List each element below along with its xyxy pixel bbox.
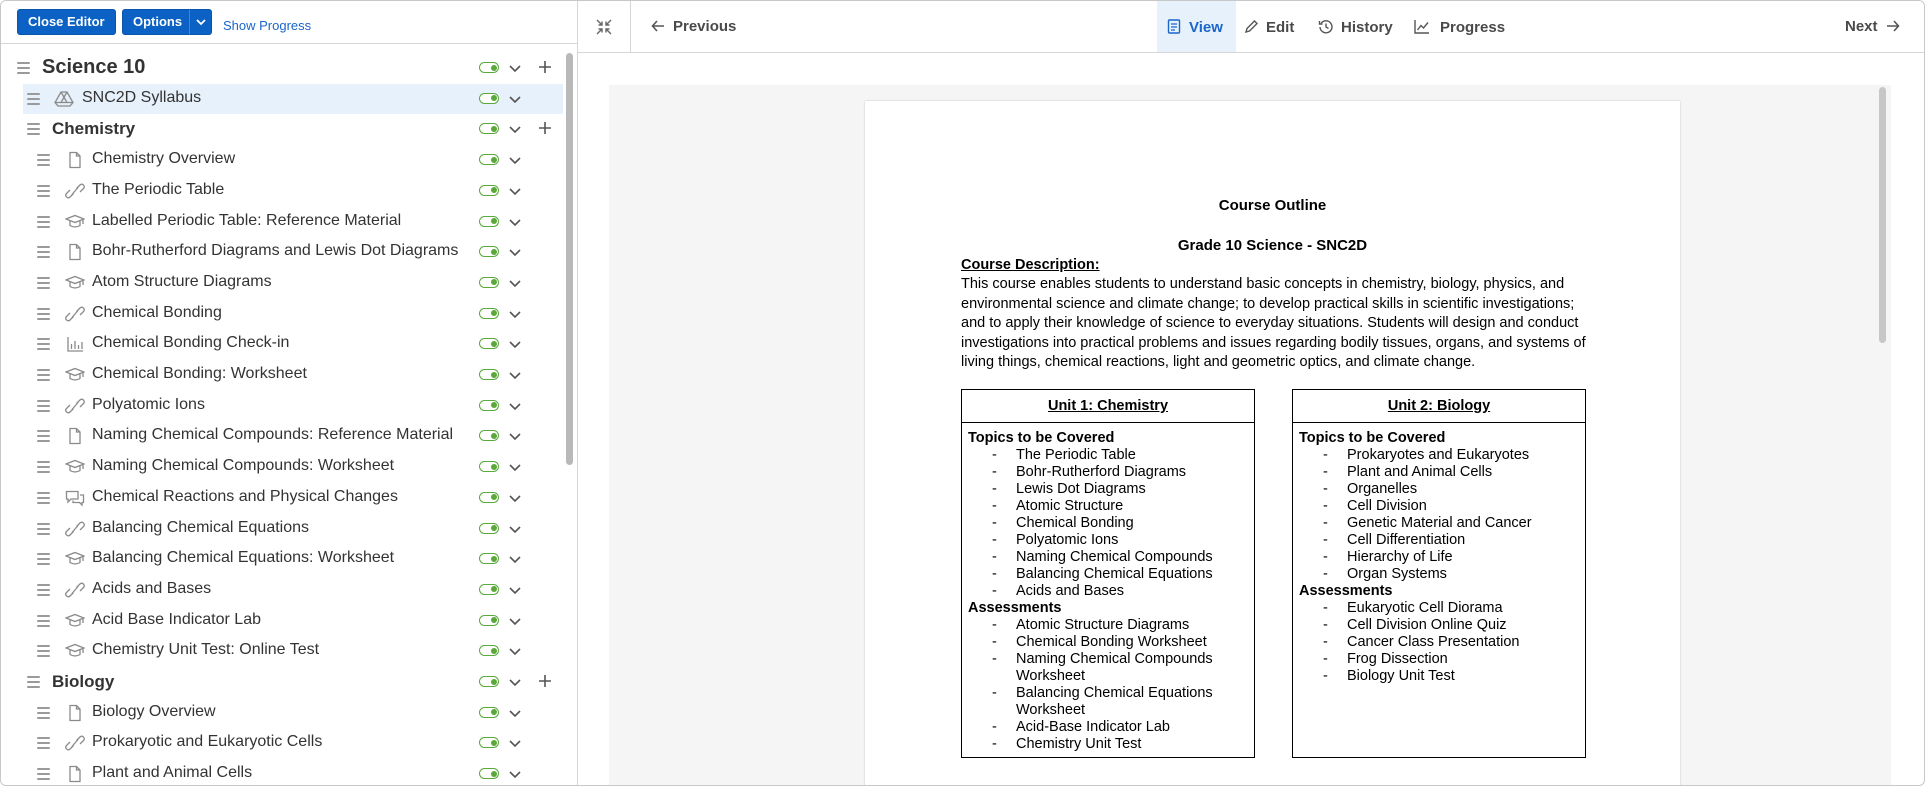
- list-item-text: Acid-Base Indicator Lab: [1016, 719, 1170, 735]
- list-item-text: Atomic Structure: [1016, 498, 1124, 514]
- tree-item-row[interactable]: [1, 575, 564, 605]
- visibility-toggle[interactable]: [479, 768, 499, 779]
- chevron-down-icon[interactable]: [508, 706, 522, 720]
- survey-icon: [65, 335, 85, 353]
- item-title: Balancing Chemical Equations: Worksheet: [92, 549, 395, 567]
- tree-item-row[interactable]: [1, 452, 564, 482]
- bullet-dash: -: [1323, 447, 1328, 463]
- document-viewer[interactable]: [609, 85, 1891, 786]
- chevron-down-icon[interactable]: [508, 614, 522, 628]
- page-icon: [65, 704, 85, 722]
- tree-item-row[interactable]: [1, 237, 564, 267]
- tab-edit-label: Edit: [1266, 19, 1295, 36]
- bullet-dash: -: [1323, 600, 1328, 616]
- tab-view-label: View: [1189, 19, 1223, 36]
- add-icon[interactable]: [538, 674, 552, 688]
- bullet-dash: -: [1323, 651, 1328, 667]
- list-item: [1299, 532, 1585, 549]
- visibility-toggle[interactable]: [479, 737, 499, 748]
- previous-label: Previous: [673, 18, 737, 35]
- description-text: This course enables students to understand basic concepts in chemistry, biology, physics, and environmental science and climate change; to develop practical skills in scientific investigations; and to apply their knowledge of science to everyday situations. Students will design and conduct investigations into practical problems and issues regarding bodily tissues, organs, and systems of living things, chemical reactions, light and geometric optics, and climate change.: [961, 276, 1586, 370]
- tree-item-row[interactable]: [1, 698, 564, 728]
- description-heading: Course Description:: [961, 257, 1100, 273]
- drag-handle-icon[interactable]: [37, 461, 50, 473]
- list-item: [968, 651, 1254, 685]
- drag-handle-icon[interactable]: [37, 707, 50, 719]
- document-subtitle: Grade 10 Science - SNC2D: [1177, 237, 1368, 254]
- bullet-dash: -: [992, 651, 997, 667]
- visibility-toggle[interactable]: [479, 62, 499, 73]
- tree-item-row[interactable]: [1, 329, 564, 359]
- discussion-icon: [65, 489, 85, 507]
- item-title: Polyatomic Ions: [92, 395, 205, 413]
- list-item-text: Cell Division: [1347, 498, 1427, 514]
- list-item-text: Chemistry Unit Test: [1016, 736, 1142, 752]
- assignment-icon: [65, 213, 85, 231]
- list-item: [1299, 549, 1585, 566]
- list-item-text: Hierarchy of Life: [1347, 549, 1453, 565]
- list-item-text: Prokaryotes and Eukaryotes: [1347, 447, 1530, 463]
- link-icon: [65, 305, 85, 323]
- bullet-dash: -: [1323, 532, 1328, 548]
- list-item: [968, 617, 1254, 634]
- tree-item-row[interactable]: [1, 145, 564, 175]
- expand-button[interactable]: [578, 1, 631, 53]
- list-item: [968, 549, 1254, 566]
- list-item: [968, 566, 1254, 583]
- item-title: Acids and Bases: [92, 579, 212, 597]
- list-item-text: Polyatomic Ions: [1016, 532, 1119, 548]
- unit-box: [1292, 389, 1586, 758]
- visibility-toggle[interactable]: [479, 645, 499, 656]
- bullet-dash: -: [992, 566, 997, 582]
- list-item: [968, 447, 1254, 464]
- list-item: [968, 515, 1254, 532]
- list-item: [1299, 498, 1585, 515]
- visibility-toggle[interactable]: [479, 676, 499, 687]
- list-item: [1299, 566, 1585, 583]
- list-item: [968, 583, 1254, 600]
- tree-item-row[interactable]: [1, 759, 564, 786]
- assignment-icon: [65, 366, 85, 384]
- link-icon: [65, 581, 85, 599]
- list-item-text: Cancer Class Presentation: [1347, 634, 1520, 650]
- link-icon: [65, 182, 85, 200]
- list-item-text: Biology Unit Test: [1347, 668, 1455, 684]
- unit-body: [962, 423, 1254, 753]
- list-item-text: Balancing Chemical Equations: [1016, 566, 1213, 582]
- visibility-toggle[interactable]: [479, 369, 499, 380]
- drag-handle-icon[interactable]: [37, 277, 50, 289]
- bullet-dash: -: [992, 549, 997, 565]
- visibility-toggle[interactable]: [479, 277, 499, 288]
- chevron-down-icon[interactable]: [508, 644, 522, 658]
- item-title: Naming Chemical Compounds: Worksheet: [92, 457, 395, 475]
- chevron-down-icon[interactable]: [508, 92, 522, 106]
- unit-title: Biology: [52, 672, 115, 691]
- chevron-down-icon[interactable]: [508, 153, 522, 167]
- item-title: Balancing Chemical Equations: [92, 518, 310, 536]
- drag-handle-icon[interactable]: [37, 584, 50, 596]
- item-title: Labelled Periodic Table: Reference Material: [92, 211, 402, 229]
- tree-course-row[interactable]: [1, 53, 564, 83]
- list-item-text: The Periodic Table: [1016, 447, 1136, 463]
- visibility-toggle[interactable]: [479, 523, 499, 534]
- list-item: [968, 498, 1254, 515]
- chevron-down-icon[interactable]: [508, 491, 522, 505]
- list-item-text: Chemical Bonding: [1016, 515, 1134, 531]
- tree-unit-row[interactable]: [1, 667, 564, 697]
- bullet-dash: -: [992, 447, 997, 463]
- content-tree: [1, 53, 564, 786]
- visibility-toggle[interactable]: [479, 93, 499, 104]
- visibility-toggle[interactable]: [479, 461, 499, 472]
- bullet-dash: -: [992, 719, 997, 735]
- show-progress-link[interactable]: Show Progress: [223, 18, 312, 33]
- chevron-down-icon[interactable]: [508, 307, 522, 321]
- tab-history[interactable]: [1308, 1, 1406, 52]
- bullet-dash: -: [1323, 515, 1328, 531]
- list-item-text: Naming Chemical Compounds Worksheet: [1016, 651, 1213, 684]
- visibility-toggle[interactable]: [479, 400, 499, 411]
- unit-body: [1293, 423, 1585, 685]
- visibility-toggle[interactable]: [479, 430, 499, 441]
- tab-edit[interactable]: [1236, 1, 1308, 52]
- drag-handle-icon[interactable]: [37, 246, 50, 258]
- list-item-text: Atomic Structure Diagrams: [1016, 617, 1190, 633]
- chevron-down-icon: [196, 17, 206, 27]
- list-item: [968, 736, 1254, 753]
- chevron-down-icon[interactable]: [508, 368, 522, 382]
- tree-item-row[interactable]: [1, 268, 564, 298]
- pencil-icon: [1244, 19, 1259, 34]
- chevron-down-icon[interactable]: [508, 522, 522, 536]
- item-title: Biology Overview: [92, 702, 216, 720]
- editor-toolbar: [1, 1, 578, 44]
- tree-item-row[interactable]: [1, 360, 564, 390]
- visibility-toggle[interactable]: [479, 154, 499, 165]
- item-title: Atom Structure Diagrams: [92, 272, 272, 290]
- link-icon: [65, 397, 85, 415]
- drag-handle-icon[interactable]: [37, 400, 50, 412]
- chevron-down-icon[interactable]: [508, 767, 522, 781]
- viewer-navbar: [578, 1, 1925, 53]
- visibility-toggle[interactable]: [479, 308, 499, 319]
- section-heading: Assessments: [1299, 583, 1393, 599]
- list-item: [1299, 600, 1585, 617]
- drag-handle-icon[interactable]: [37, 553, 50, 565]
- bullet-dash: -: [1323, 566, 1328, 582]
- link-icon: [65, 734, 85, 752]
- course-title: Science 10: [42, 56, 146, 78]
- unit-heading: Unit 1: Chemistry: [962, 390, 1254, 423]
- unit-box: [961, 389, 1255, 758]
- bullet-dash: -: [992, 583, 997, 599]
- bullet-dash: -: [992, 498, 997, 514]
- list-item-text: Frog Dissection: [1347, 651, 1448, 667]
- section-heading: Topics to be Covered: [968, 430, 1115, 446]
- drag-handle-icon[interactable]: [27, 676, 40, 688]
- tree-item-row[interactable]: [1, 606, 564, 636]
- visibility-toggle[interactable]: [479, 707, 499, 718]
- list-item: [968, 634, 1254, 651]
- visibility-toggle[interactable]: [479, 246, 499, 257]
- tree-item-row[interactable]: [1, 514, 564, 544]
- item-title: Chemistry Overview: [92, 150, 236, 168]
- list-item: [1299, 668, 1585, 685]
- drag-handle-icon[interactable]: [37, 185, 50, 197]
- unit-title: Chemistry: [52, 119, 136, 139]
- item-title: Acid Base Indicator Lab: [92, 610, 261, 628]
- chevron-down-icon[interactable]: [508, 215, 522, 229]
- document-page: [865, 101, 1680, 786]
- section-heading: Topics to be Covered: [1299, 430, 1446, 446]
- drag-handle-icon[interactable]: [27, 93, 40, 105]
- bullet-dash: -: [1323, 549, 1328, 565]
- chevron-down-icon[interactable]: [508, 276, 522, 290]
- bullet-dash: -: [1323, 668, 1328, 684]
- list-item-text: Eukaryotic Cell Diorama: [1347, 600, 1503, 616]
- list-item-text: Genetic Material and Cancer: [1347, 515, 1532, 531]
- list-item-text: Cell Differentiation: [1347, 532, 1466, 548]
- item-title: Chemical Reactions and Physical Changes: [92, 487, 398, 505]
- item-title: Plant and Animal Cells: [92, 764, 253, 782]
- list-item: [1299, 515, 1585, 532]
- list-item: [1299, 447, 1585, 464]
- add-icon[interactable]: [538, 121, 552, 135]
- scrollbar-thumb[interactable]: [566, 53, 573, 465]
- chevron-down-icon[interactable]: [508, 675, 522, 689]
- tree-item-row[interactable]: [1, 391, 564, 421]
- tab-view[interactable]: [1157, 1, 1236, 52]
- list-item-text: Bohr-Rutherford Diagrams: [1016, 464, 1187, 480]
- drag-handle-icon[interactable]: [37, 369, 50, 381]
- list-item: [968, 481, 1254, 498]
- drag-handle-icon[interactable]: [37, 308, 50, 320]
- drag-handle-icon[interactable]: [37, 645, 50, 657]
- link-icon: [65, 520, 85, 538]
- unit-heading: Unit 2: Biology: [1293, 390, 1585, 423]
- drag-handle-icon[interactable]: [37, 492, 50, 504]
- list-item: [968, 719, 1254, 736]
- tree-item-row[interactable]: [1, 728, 564, 758]
- arrow-right-icon: [1886, 19, 1900, 33]
- drag-handle-icon[interactable]: [17, 62, 30, 74]
- chevron-down-icon[interactable]: [508, 429, 522, 443]
- options-dropdown-button[interactable]: [189, 9, 212, 35]
- chevron-down-icon[interactable]: [508, 61, 522, 75]
- bullet-dash: -: [1323, 464, 1328, 480]
- page-icon: [65, 765, 85, 783]
- assignment-icon: [65, 550, 85, 568]
- close-editor-button[interactable]: Close Editor: [17, 9, 116, 35]
- tree-item-row[interactable]: [1, 636, 564, 666]
- tree-item-row[interactable]: [1, 544, 564, 574]
- page-icon: [65, 427, 85, 445]
- list-item-text: Plant and Animal Cells: [1347, 464, 1493, 480]
- assignment-icon: [65, 612, 85, 630]
- list-item: [968, 685, 1254, 719]
- drag-handle-icon[interactable]: [37, 430, 50, 442]
- bullet-dash: -: [992, 464, 997, 480]
- list-item-text: Lewis Dot Diagrams: [1016, 481, 1146, 497]
- list-item-text: Cell Division Online Quiz: [1347, 617, 1507, 633]
- assignment-icon: [65, 458, 85, 476]
- content-viewer-panel: [578, 1, 1925, 785]
- drag-handle-icon[interactable]: [37, 737, 50, 749]
- tree-item-row[interactable]: [1, 207, 564, 237]
- list-item-text: Naming Chemical Compounds: [1016, 549, 1213, 565]
- drive-icon: [54, 90, 74, 108]
- tab-progress[interactable]: [1406, 1, 1506, 52]
- drag-handle-icon[interactable]: [37, 523, 50, 535]
- assignment-icon: [65, 274, 85, 292]
- chevron-down-icon[interactable]: [508, 337, 522, 351]
- tree-unit-row[interactable]: [1, 114, 564, 144]
- bullet-dash: -: [992, 634, 997, 650]
- list-item-text: Chemical Bonding Worksheet: [1016, 634, 1207, 650]
- chevron-down-icon[interactable]: [508, 184, 522, 198]
- bullet-dash: -: [1323, 617, 1328, 633]
- bullet-dash: -: [992, 617, 997, 633]
- bullet-dash: -: [992, 685, 997, 701]
- bullet-dash: -: [992, 481, 997, 497]
- assignment-icon: [65, 642, 85, 660]
- chevron-down-icon[interactable]: [508, 399, 522, 413]
- chevron-down-icon[interactable]: [508, 583, 522, 597]
- collapse-arrows-icon: [596, 19, 612, 35]
- list-item-text: Acids and Bases: [1016, 583, 1125, 599]
- tab-history-label: History: [1341, 19, 1393, 36]
- tree-item-row[interactable]: [1, 421, 564, 451]
- chevron-down-icon[interactable]: [508, 245, 522, 259]
- item-title: SNC2D Syllabus: [82, 88, 202, 106]
- tree-item-row[interactable]: [1, 176, 564, 206]
- chevron-down-icon[interactable]: [508, 460, 522, 474]
- drag-handle-icon[interactable]: [37, 615, 50, 627]
- visibility-toggle[interactable]: [479, 123, 499, 134]
- tree-item-row[interactable]: [1, 483, 564, 513]
- bullet-dash: -: [1323, 634, 1328, 650]
- tab-progress-label: Progress: [1440, 19, 1506, 36]
- item-title: Prokaryotic and Eukaryotic Cells: [92, 733, 323, 751]
- tree-scrollbar[interactable]: [564, 53, 576, 786]
- history-icon: [1318, 19, 1334, 34]
- list-item-text: Organelles: [1347, 481, 1418, 497]
- list-item: [1299, 651, 1585, 668]
- item-title: Bohr-Rutherford Diagrams and Lewis Dot Diagrams: [92, 242, 459, 260]
- drag-handle-icon[interactable]: [37, 768, 50, 780]
- list-item: [968, 532, 1254, 549]
- bullet-dash: -: [1323, 481, 1328, 497]
- visibility-toggle[interactable]: [479, 492, 499, 503]
- next-button[interactable]: [1845, 18, 1900, 35]
- drag-handle-icon[interactable]: [37, 338, 50, 350]
- drag-handle-icon[interactable]: [27, 123, 40, 135]
- visibility-toggle[interactable]: [479, 216, 499, 227]
- bullet-dash: -: [992, 515, 997, 531]
- bullet-dash: -: [1323, 498, 1328, 514]
- visibility-toggle[interactable]: [479, 185, 499, 196]
- content-tree-panel: [1, 1, 578, 785]
- item-title: Chemical Bonding Check-in: [92, 334, 290, 352]
- drag-handle-icon[interactable]: [37, 154, 50, 166]
- tree-item-row[interactable]: [1, 84, 564, 114]
- list-item: [1299, 481, 1585, 498]
- list-item-text: Organ Systems: [1347, 566, 1447, 582]
- list-item: [1299, 617, 1585, 634]
- chevron-down-icon[interactable]: [508, 552, 522, 566]
- chevron-down-icon[interactable]: [508, 122, 522, 136]
- item-title: Chemistry Unit Test: Online Test: [92, 641, 320, 659]
- scrollbar-thumb[interactable]: [1879, 87, 1886, 343]
- bullet-dash: -: [992, 736, 997, 752]
- document-icon: [1167, 19, 1181, 34]
- previous-button[interactable]: [651, 18, 736, 35]
- chart-line-icon: [1414, 19, 1430, 34]
- bullet-dash: -: [992, 532, 997, 548]
- list-item: [1299, 634, 1585, 651]
- tree-item-row[interactable]: [1, 299, 564, 329]
- add-icon[interactable]: [538, 60, 552, 74]
- item-title: Naming Chemical Compounds: Reference Material: [92, 426, 454, 444]
- visibility-toggle[interactable]: [479, 553, 499, 564]
- section-heading: Assessments: [968, 600, 1062, 616]
- document-title: Course Outline: [1218, 197, 1327, 214]
- list-item: [968, 464, 1254, 481]
- viewer-scrollbar[interactable]: [1877, 87, 1887, 786]
- page-icon: [65, 243, 85, 261]
- visibility-toggle[interactable]: [479, 615, 499, 626]
- visibility-toggle[interactable]: [479, 338, 499, 349]
- list-item-text: Balancing Chemical Equations Worksheet: [1016, 685, 1213, 718]
- item-title: Chemical Bonding: [92, 303, 222, 321]
- next-label: Next: [1845, 18, 1878, 35]
- arrow-left-icon: [651, 19, 665, 33]
- item-title: Chemical Bonding: Worksheet: [92, 365, 307, 382]
- options-button[interactable]: Options: [122, 9, 190, 35]
- list-item: [1299, 464, 1585, 481]
- item-title: The Periodic Table: [92, 180, 225, 198]
- drag-handle-icon[interactable]: [37, 216, 50, 228]
- visibility-toggle[interactable]: [479, 584, 499, 595]
- page-icon: [65, 151, 85, 169]
- chevron-down-icon[interactable]: [508, 736, 522, 750]
